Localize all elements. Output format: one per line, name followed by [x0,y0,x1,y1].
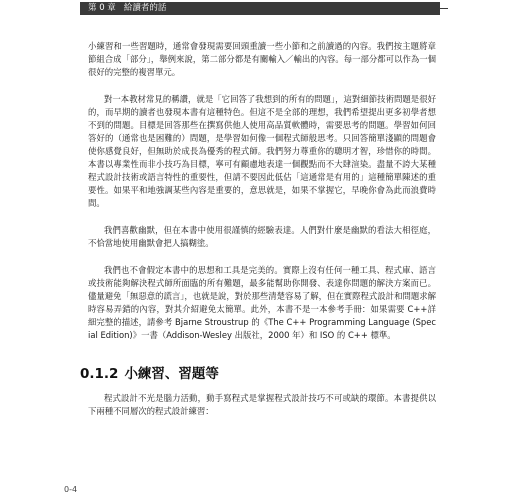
body-paragraph: 我們也不會假定本書中的思想和工具是完美的。實際上沒有任何一種工具、程式庫、語言或技術能夠解決程式師所面臨的所有難題，最多能幫助你開發、表達你問題的解決方案而已。儘量避免「無惡意的謊言」，也就是說，對於那些清楚容易了解，但在實際程式設計和問題求解時容易弄錯的內容，對其介紹避免太簡單。此外，本書不是一本參考手冊：如果需要 C++詳細完整的描述，請參考 Bjarne Stroustrup 的《The C++ Programming Language (Special Edition)》一書（Addison-Wesley 出版社，2000 年）和 ISO 的 C++ 標準。 [88,265,436,340]
section-paragraph: 程式設計不光是腦力活動，動手寫程式是掌握程式設計技巧不可或缺的環節。本書提供以下兩種不同層次的程式設計練習： [88,393,436,416]
section-title: 小練習、習題等 [124,366,219,382]
body-paragraph: 我們喜歡幽默，但在本書中使用很謹慎的經驗表達。人們對什麼是幽默的看法大相徑庭，不恰當地使用幽默會把人搞糊塗。 [88,225,436,248]
chapter-title: 給讀者的話 [123,3,167,13]
page-body [80,40,436,432]
page-number: 0-4 [64,485,78,494]
chapter-header-bar [80,2,440,15]
body-paragraph: 對一本教材常見的稱讚，就是「它回答了我想到的所有的問題」，這對細節技術問題是很好的，而早期的讀者也發現本書有這種特色。但這不是全部的理想，我們希望提出更多初學者想不到的問題。目標是回答那些在撰寫供他人使用高品質軟體時，需要思考的問題。學習如何回答好的（通常也是困難的）問題，是學習如何像一個程式師般思考。只回答簡單淺顯的問題會使你感覺良好，但無助於成長為優秀的程式師。我們努力尊重你的聰明才智，珍惜你的時間。本書以專業性而非小技巧為目標，寧可有顧慮地表達一個觀點而不大肆渲染。盡量不誇大某種程式設計技術或語言特性的重要性，但請不要因此低估「這通常是有用的」這種簡單陳述的重要性。如果平和地強調某些內容是重要的，意思就是，如果不掌握它，早晚你會為此而浪費時間。 [88,94,436,208]
section-number: 0.1.2 [80,366,119,382]
section-heading [80,362,436,382]
body-paragraph: 小練習和一些習題時，通常會發現需要回頭重讀一些小節和之前讀過的內容。我們按主題將章節組合成「部分」，舉例來說，第二部分都是有關輸入／輸出的內容。每一部分都可以作為一個很好的完整的複習單元。 [88,41,436,77]
header-rule [438,8,448,9]
chapter-number: 第 0 章 [88,3,116,13]
